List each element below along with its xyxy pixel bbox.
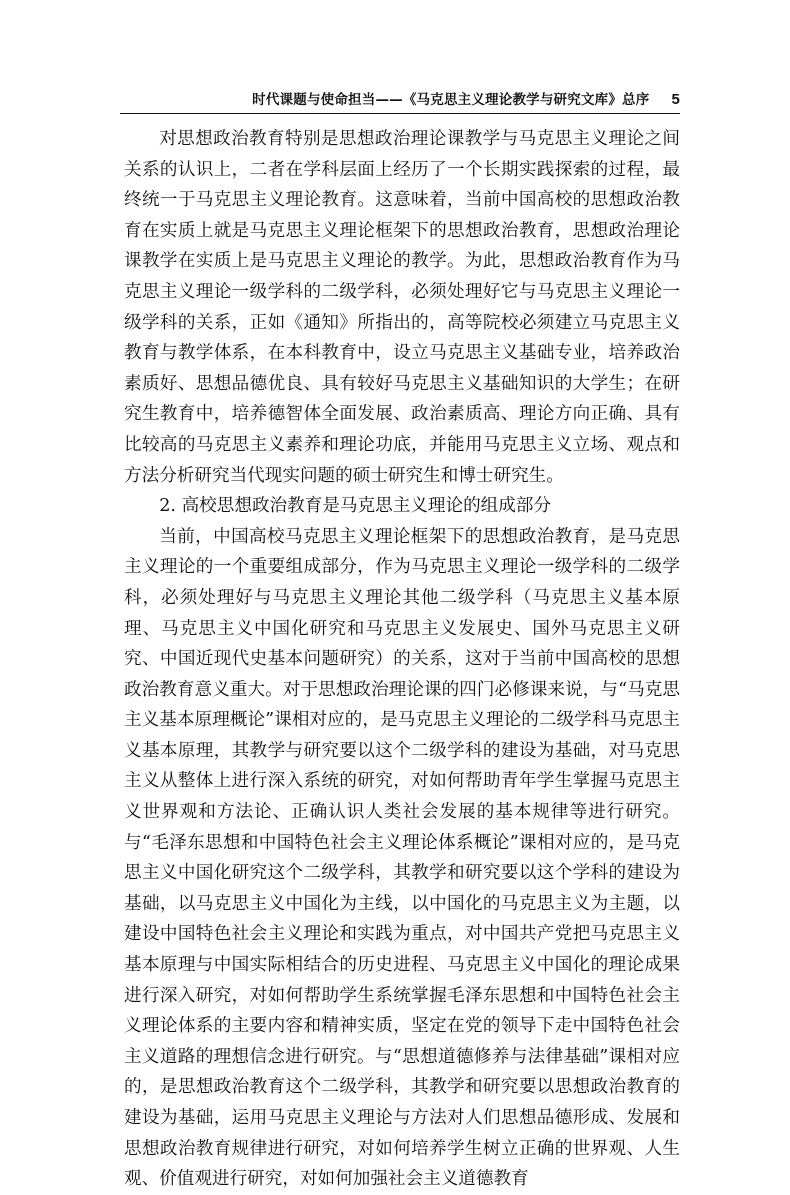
header-rule (120, 113, 680, 114)
running-header (120, 88, 680, 110)
paragraph: 当前，中国高校马克思主义理论框架下的思想政治教育，是马克思主义理论的一个重要组成部分，作为马克思主义理论一级学科的二级学科，必须处理好与马克思主义理论其他二级学科（马克思主义基本原理、马克思主义中国化研究和马克思主义发展史、国外马克思主义研究、中国近现代史基本问题研究）的关系，这对于当前中国高校的思想政治教育意义重大。对于思想政治理论课的四门必修课来说，与“马克思主义基本原理概论”课相对应的，是马克思主义理论的二级学科马克思主义基本原理，其教学与研究要以这个二级学科的建设为基础，对马克思主义从整体上进行深入系统的研究，对如何帮助青年学生掌握马克思主义世界观和方法论、正确认识人类社会发展的基本规律等进行研究。与“毛泽东思想和中国特色社会主义理论体系概论”课相对应的，是马克思主义中国化研究这个二级学科，其教学和研究要以这个学科的建设为基础，以马克思主义中国化为主线，以中国化的马克思主义为主题，以建设中国特色社会主义理论和实践为重点，对中国共产党把马克思主义基本原理与中国实际相结合的历史进程、马克思主义中国化的理论成果进行深入研究，对如何帮助学生系统掌握毛泽东思想和中国特色社会主义理论体系的主要内容和精神实质，坚定在党的领导下走中国特色社会主义道路的理想信念进行研究。与“思想道德修养与法律基础”课相对应的，是思想政治教育这个二级学科，其教学和研究要以思想政治教育的建设为基础，运用马克思主义理论与方法对人们思想品德形成、发展和思想政治教育规律进行研究，对如何培养学生树立正确的世界观、人生观、价值观进行研究，对如何加强社会主义道德教育 (124, 526, 680, 1190)
paragraph: 对思想政治教育特别是思想政治理论课教学与马克思主义理论之间关系的认识上，二者在学科层面上经历了一个长期实践探索的过程，最终统一于马克思主义理论教育。这意味着，当前中国高校的思想政治教育在实质上就是马克思主义理论框架下的思想政治教育，思想政治理论课教学在实质上是马克思主义理论的教学。为此，思想政治教育作为马克思主义理论一级学科的二级学科，必须处理好它与马克思主义理论一级学科的关系，正如《通知》所指出的，高等院校必须建立马克思主义教育与教学体系，在本科教育中，设立马克思主义基础专业，培养政治素质好、思想品德优良、具有较好马克思主义基础知识的大学生；在研究生教育中，培养德智体全面发展、政治素质高、理论方向正确、具有比较高的马克思主义素养和理论功底，并能用马克思主义立场、观点和方法分析研究当代现实问题的硕士研究生和博士研究生。 (124, 129, 680, 486)
section-subheading: 2. 高校思想政治教育是马克思主义理论的组成部分 (159, 496, 552, 517)
header-title: 时代课题与使命担当——《马克思主义理论教学与研究文库》总序 (252, 92, 650, 108)
page-number: 5 (671, 91, 680, 108)
body-text (124, 124, 680, 1195)
